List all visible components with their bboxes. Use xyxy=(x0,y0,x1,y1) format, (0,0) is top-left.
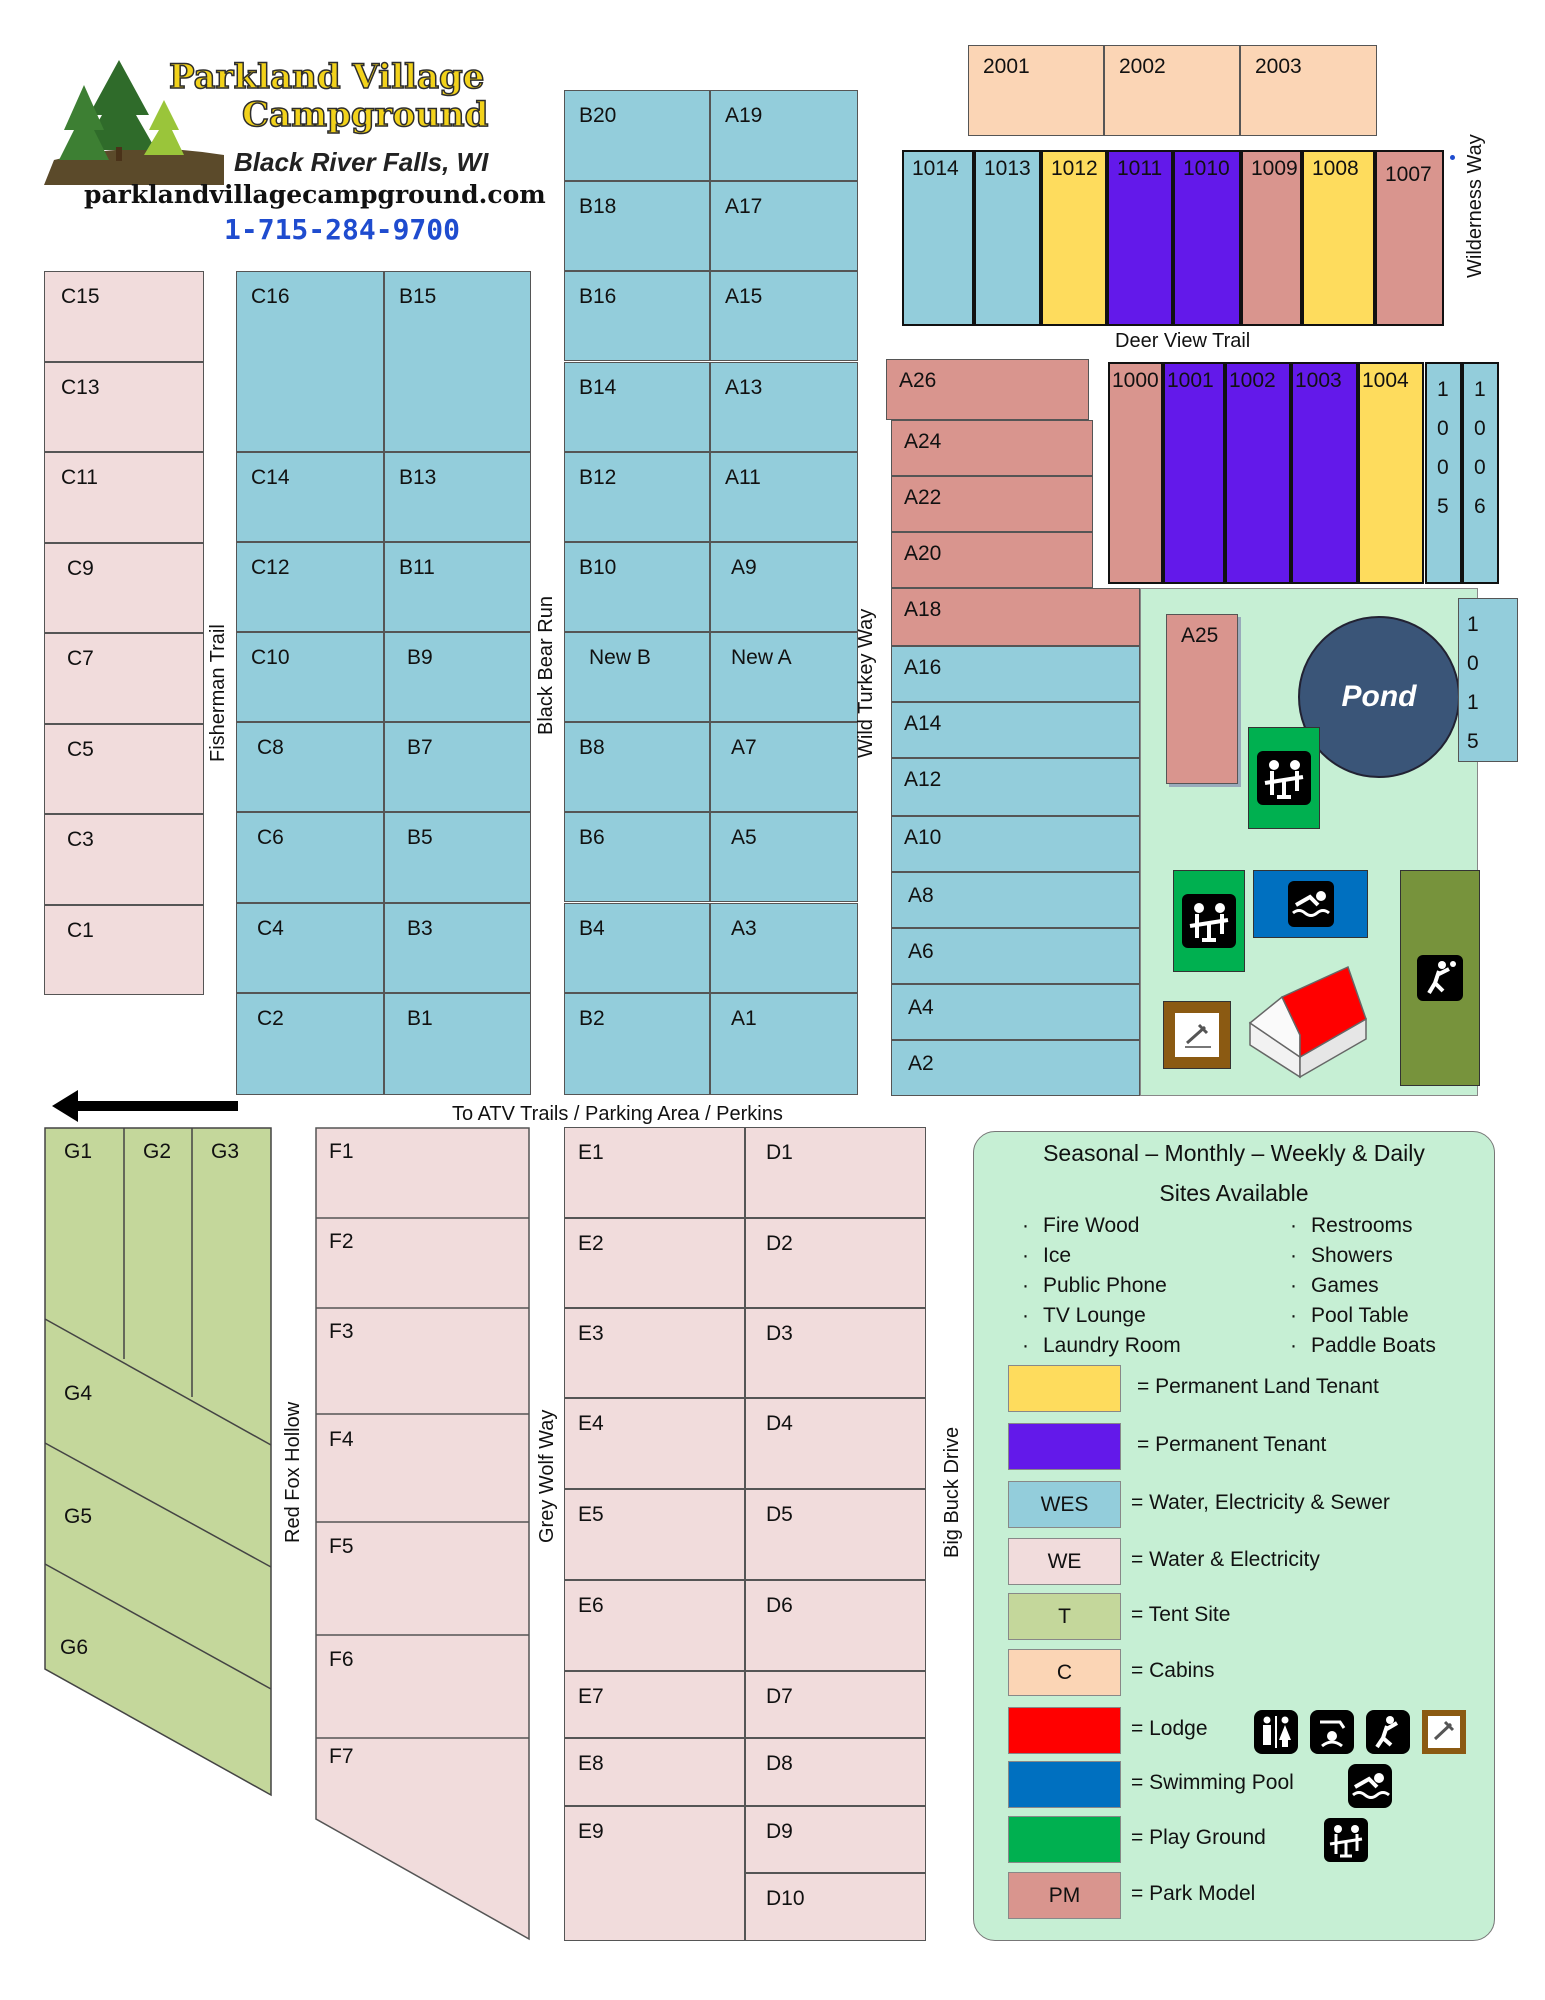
site-b5-label: B5 xyxy=(407,826,433,849)
digit: 1 xyxy=(1437,378,1449,401)
site-a8[interactable] xyxy=(891,872,1140,928)
site-d6[interactable] xyxy=(745,1580,926,1671)
site-a7[interactable] xyxy=(710,722,858,812)
games-area xyxy=(1400,870,1480,1086)
site-a5[interactable] xyxy=(710,812,858,902)
legend-label: = Water & Electricity xyxy=(1131,1548,1320,1571)
site-d2-label: D2 xyxy=(766,1232,793,1255)
campground-phone[interactable]: 1-715-284-9700 xyxy=(224,213,461,246)
site-1004[interactable] xyxy=(1358,362,1424,584)
site-1014-label: 1014 xyxy=(912,157,959,180)
site-e6[interactable] xyxy=(564,1580,745,1671)
road-wild-turkey-way: Wild Turkey Way xyxy=(855,608,877,758)
digit: 1 xyxy=(1467,613,1479,636)
site-a6-label: A6 xyxy=(908,940,934,963)
site-1014[interactable] xyxy=(902,150,974,326)
playground-icon xyxy=(1257,751,1311,805)
site-a22[interactable] xyxy=(891,476,1093,532)
site-1011[interactable] xyxy=(1107,150,1173,326)
site-1005[interactable] xyxy=(1425,362,1462,584)
site-1000[interactable] xyxy=(1108,362,1163,584)
road-grey-wolf-way: Grey Wolf Way xyxy=(536,1409,558,1543)
site-b6[interactable] xyxy=(564,812,710,902)
site-b15-label: B15 xyxy=(399,285,437,308)
road-atv-trails: To ATV Trails / Parking Area / Perkins xyxy=(452,1103,783,1125)
site-d5-label: D5 xyxy=(766,1503,793,1526)
site-b9-label: B9 xyxy=(407,646,433,669)
site-a1-label: A1 xyxy=(731,1007,757,1030)
amenity-item: · Games xyxy=(1290,1274,1379,1298)
site-f5[interactable]: F5 xyxy=(329,1535,354,1558)
site-new-b[interactable] xyxy=(564,632,710,722)
amenity-item: · Ice xyxy=(1022,1244,1071,1268)
site-1007-label: 1007 xyxy=(1385,163,1432,186)
site-b7-label: B7 xyxy=(407,736,433,759)
legend-label: = Cabins xyxy=(1131,1659,1215,1682)
site-a12-label: A12 xyxy=(904,768,942,791)
site-c4-label: C4 xyxy=(257,917,284,940)
digit: 1 xyxy=(1474,378,1486,401)
games-icon xyxy=(1366,1710,1410,1754)
site-b20-label: B20 xyxy=(579,104,617,127)
site-a25[interactable] xyxy=(1166,614,1238,784)
firewood-station xyxy=(1163,1001,1231,1069)
site-a10[interactable] xyxy=(891,816,1140,872)
site-e3-label: E3 xyxy=(578,1322,604,1345)
site-g2[interactable]: G2 xyxy=(143,1140,172,1163)
site-e6-label: E6 xyxy=(578,1594,604,1617)
site-a19[interactable] xyxy=(710,90,858,181)
site-b20[interactable] xyxy=(564,90,710,181)
site-new-b-label: New B xyxy=(589,646,651,669)
site-c3-label: C3 xyxy=(67,828,94,851)
site-e4-label: E4 xyxy=(578,1412,604,1435)
site-c8-label: C8 xyxy=(257,736,284,759)
site-b3-label: B3 xyxy=(407,917,433,940)
pond xyxy=(1298,616,1460,778)
site-c7-label: C7 xyxy=(67,647,94,670)
site-b18-label: B18 xyxy=(579,195,617,218)
site-b13[interactable] xyxy=(384,452,531,542)
site-a7-label: A7 xyxy=(731,736,757,759)
site-g5[interactable]: G5 xyxy=(64,1505,93,1528)
playground-upper xyxy=(1248,727,1320,829)
site-c11-label: C11 xyxy=(61,466,98,489)
site-c12[interactable] xyxy=(236,542,384,632)
site-e2-label: E2 xyxy=(578,1232,604,1255)
campground-city: Black River Falls, WI xyxy=(234,147,489,177)
site-b16-label: B16 xyxy=(579,285,617,308)
site-a14-label: A14 xyxy=(904,712,942,735)
legend-label: = Lodge xyxy=(1131,1717,1208,1740)
site-c6-label: C6 xyxy=(257,826,284,849)
swimming-icon xyxy=(1288,881,1334,927)
legend-swatch xyxy=(1008,1816,1121,1863)
legend-swatch: C xyxy=(1008,1649,1121,1696)
site-b6-label: B6 xyxy=(579,826,605,849)
site-a25-label: A25 xyxy=(1181,624,1219,647)
site-d10[interactable] xyxy=(745,1873,926,1941)
site-c5-label: C5 xyxy=(67,737,94,761)
site-1008[interactable] xyxy=(1302,150,1375,326)
road-fisherman-trail: Fisherman Trail xyxy=(207,624,229,762)
playground-icon xyxy=(1324,1818,1368,1862)
site-1010[interactable] xyxy=(1173,150,1241,326)
site-e8[interactable] xyxy=(564,1738,745,1806)
legend-swatch: WES xyxy=(1008,1481,1121,1528)
direction-arrow-icon xyxy=(52,1088,238,1124)
site-a1[interactable] xyxy=(710,993,858,1095)
site-c2-label: C2 xyxy=(257,1007,284,1030)
site-f1[interactable]: F1 xyxy=(329,1140,354,1163)
site-e4[interactable] xyxy=(564,1398,745,1489)
amenity-item: · Pool Table xyxy=(1290,1304,1409,1328)
site-e3[interactable] xyxy=(564,1308,745,1398)
road-wilderness-way: Wilderness Way xyxy=(1464,134,1486,278)
site-d7-label: D7 xyxy=(766,1685,793,1708)
site-c15[interactable] xyxy=(44,271,204,362)
digit: 1 xyxy=(1467,691,1479,714)
site-a13[interactable] xyxy=(710,362,858,452)
digit: 0 xyxy=(1474,456,1486,479)
site-b13-label: B13 xyxy=(399,466,437,489)
site-a3-label: A3 xyxy=(731,917,757,940)
site-1011-label: 1011 xyxy=(1117,157,1163,180)
site-b11-label: B11 xyxy=(399,556,435,579)
digit: 0 xyxy=(1467,652,1479,675)
site-b12-label: B12 xyxy=(579,466,617,489)
site-d4[interactable] xyxy=(745,1398,926,1489)
site-b10[interactable] xyxy=(564,542,710,632)
site-1009-label: 1009 xyxy=(1251,157,1298,180)
site-f6[interactable]: F6 xyxy=(329,1648,354,1671)
site-c1-label: C1 xyxy=(67,918,94,942)
legend-swatch: PM xyxy=(1008,1872,1121,1919)
legend-label: = Permanent Land Tenant xyxy=(1137,1375,1379,1398)
digit: 0 xyxy=(1437,456,1449,479)
site-e1-label: E1 xyxy=(578,1141,604,1164)
site-a15[interactable] xyxy=(710,271,858,361)
site-2003[interactable] xyxy=(1240,45,1377,136)
site-1003[interactable] xyxy=(1291,362,1358,584)
site-g4[interactable]: G4 xyxy=(64,1382,93,1405)
legend-label: = Play Ground xyxy=(1131,1826,1266,1849)
logo xyxy=(44,55,546,255)
site-c12-label: C12 xyxy=(251,556,290,579)
digit: 0 xyxy=(1437,417,1449,440)
site-a19-label: A19 xyxy=(725,104,763,127)
amenity-item: · Fire Wood xyxy=(1022,1214,1139,1238)
legend-swatch xyxy=(1008,1761,1121,1808)
legend-title-line1: Seasonal – Monthly – Weekly & Daily xyxy=(1043,1140,1425,1166)
legend-swatch xyxy=(1008,1423,1121,1470)
legend-title-line2: Sites Available xyxy=(1159,1180,1309,1206)
site-b14-label: B14 xyxy=(579,376,617,399)
site-a15-label: A15 xyxy=(725,285,763,308)
site-b16[interactable] xyxy=(564,271,710,361)
site-1007[interactable] xyxy=(1375,150,1444,326)
site-1013-label: 1013 xyxy=(984,157,1031,180)
site-2002-label: 2002 xyxy=(1119,55,1166,78)
site-1012[interactable] xyxy=(1041,150,1107,326)
site-d5[interactable] xyxy=(745,1489,926,1580)
site-b11[interactable] xyxy=(384,542,531,632)
site-a14[interactable] xyxy=(891,702,1140,758)
site-a4-label: A4 xyxy=(908,996,934,1019)
site-a3[interactable] xyxy=(710,903,858,993)
site-a20[interactable] xyxy=(891,532,1093,588)
site-b5[interactable] xyxy=(384,812,531,903)
site-1015[interactable] xyxy=(1458,598,1518,762)
site-a17-label: A17 xyxy=(725,195,763,218)
site-c9-label: C9 xyxy=(67,556,94,580)
site-a4[interactable] xyxy=(891,984,1140,1040)
digit: 6 xyxy=(1474,495,1486,518)
site-b14[interactable] xyxy=(564,362,710,452)
site-1010-label: 1010 xyxy=(1183,157,1230,180)
site-c13-label: C13 xyxy=(61,375,100,399)
legend-label: = Tent Site xyxy=(1131,1603,1231,1626)
restroom-icon xyxy=(1254,1710,1298,1754)
site-d2[interactable] xyxy=(745,1218,926,1308)
site-c9[interactable] xyxy=(44,543,204,634)
site-a24-label: A24 xyxy=(904,430,942,453)
site-1001[interactable] xyxy=(1163,362,1225,584)
campground-name-line2: Campground xyxy=(242,95,489,135)
site-b1[interactable] xyxy=(384,993,531,1095)
site-a2-label: A2 xyxy=(908,1052,934,1075)
site-b2-label: B2 xyxy=(579,1007,605,1030)
pond-label: Pond xyxy=(1341,680,1417,713)
road-big-buck-drive: Big Buck Drive xyxy=(941,1426,963,1558)
site-a12[interactable] xyxy=(891,758,1140,816)
site-new-a-label: New A xyxy=(731,646,792,669)
site-1009[interactable] xyxy=(1241,150,1302,326)
firewood-icon xyxy=(1422,1710,1466,1754)
site-c4[interactable] xyxy=(236,903,384,993)
legend-swatch xyxy=(1008,1707,1121,1754)
digit: 5 xyxy=(1467,730,1479,753)
site-b8-label: B8 xyxy=(579,736,605,759)
site-1012-label: 1012 xyxy=(1051,157,1098,180)
site-b2[interactable] xyxy=(564,993,710,1095)
legend-label: = Water, Electricity & Sewer xyxy=(1131,1491,1390,1514)
site-f2[interactable]: F2 xyxy=(329,1230,354,1253)
site-a18[interactable] xyxy=(891,588,1140,646)
site-a9-label: A9 xyxy=(731,556,757,579)
site-e7-label: E7 xyxy=(578,1685,604,1708)
games-icon xyxy=(1417,955,1463,1001)
amenity-item: · Paddle Boats xyxy=(1290,1334,1436,1358)
site-a13-label: A13 xyxy=(725,376,763,399)
digit: 5 xyxy=(1437,495,1449,518)
site-d1-label: D1 xyxy=(766,1141,793,1164)
road-deer-view-trail: Deer View Trail xyxy=(1115,330,1251,352)
site-d10-label: D10 xyxy=(766,1887,805,1910)
site-c15-label: C15 xyxy=(61,285,100,308)
shower-icon xyxy=(1310,1710,1354,1754)
legend-panel xyxy=(973,1131,1495,1941)
site-2001-label: 2001 xyxy=(983,55,1030,78)
site-b12[interactable] xyxy=(564,452,710,542)
site-f7[interactable]: F7 xyxy=(329,1745,354,1768)
site-c13[interactable] xyxy=(44,362,204,453)
site-g3[interactable]: G3 xyxy=(211,1140,240,1163)
site-2003-label: 2003 xyxy=(1255,55,1302,78)
site-a5-label: A5 xyxy=(731,826,757,849)
firewood-icon xyxy=(1175,1013,1219,1057)
site-d1[interactable] xyxy=(745,1127,926,1218)
road-black-bear-run: Black Bear Run xyxy=(535,596,557,735)
site-d3-label: D3 xyxy=(766,1322,793,1345)
site-d6-label: D6 xyxy=(766,1594,793,1617)
site-e8-label: E8 xyxy=(578,1752,604,1775)
site-c1[interactable] xyxy=(44,905,204,996)
lodge-building xyxy=(1248,965,1376,1080)
amenity-item: · Restrooms xyxy=(1290,1214,1413,1238)
site-1006[interactable] xyxy=(1462,362,1499,584)
site-b1-label: B1 xyxy=(407,1007,433,1030)
site-d4-label: D4 xyxy=(766,1412,793,1435)
site-e7[interactable] xyxy=(564,1671,745,1738)
site-1003-label: 1003 xyxy=(1295,369,1342,392)
site-a16-label: A16 xyxy=(904,656,942,679)
site-b10-label: B10 xyxy=(579,556,617,579)
site-e5[interactable] xyxy=(564,1489,745,1580)
site-c11[interactable] xyxy=(44,452,204,543)
amenity-item: · TV Lounge xyxy=(1022,1304,1146,1328)
site-e9[interactable] xyxy=(564,1806,745,1941)
site-1008-label: 1008 xyxy=(1312,157,1359,180)
site-a9[interactable] xyxy=(710,542,858,632)
site-f4[interactable]: F4 xyxy=(329,1428,354,1451)
site-a16[interactable] xyxy=(891,646,1140,702)
site-g6[interactable]: G6 xyxy=(60,1636,89,1659)
site-2002[interactable] xyxy=(1104,45,1240,136)
site-2001[interactable] xyxy=(968,45,1104,136)
site-a20-label: A20 xyxy=(904,542,942,565)
site-c10[interactable] xyxy=(236,632,384,722)
digit: 0 xyxy=(1474,417,1486,440)
site-1001-label: 1001 xyxy=(1167,369,1214,392)
site-a18-label: A18 xyxy=(904,598,942,621)
legend-label: = Permanent Tenant xyxy=(1137,1433,1327,1456)
legend-label: = Park Model xyxy=(1131,1882,1256,1905)
site-a26[interactable] xyxy=(886,359,1089,420)
site-a8-label: A8 xyxy=(908,884,934,907)
site-1002[interactable] xyxy=(1225,362,1291,584)
amenity-item: · Laundry Room xyxy=(1022,1334,1181,1358)
site-c3[interactable] xyxy=(44,814,204,905)
site-b7[interactable] xyxy=(384,722,531,812)
site-new-a[interactable] xyxy=(710,632,858,722)
site-d7[interactable] xyxy=(745,1671,926,1738)
site-b9[interactable] xyxy=(384,632,531,722)
road-red-fox-hollow: Red Fox Hollow xyxy=(282,1401,304,1543)
site-c14[interactable] xyxy=(236,452,384,542)
amenity-item: · Public Phone xyxy=(1022,1274,1167,1298)
playground-icon xyxy=(1182,894,1236,948)
site-c16[interactable] xyxy=(236,271,384,452)
site-b15[interactable] xyxy=(384,271,531,452)
site-a11-label: A11 xyxy=(725,466,761,489)
site-c2[interactable] xyxy=(236,993,384,1095)
site-1004-label: 1004 xyxy=(1362,369,1409,392)
site-c6[interactable] xyxy=(236,812,384,903)
site-c7[interactable] xyxy=(44,633,204,724)
legend-label: = Swimming Pool xyxy=(1131,1771,1294,1794)
site-b18[interactable] xyxy=(564,181,710,271)
site-d8[interactable] xyxy=(745,1738,926,1806)
legend-swatch xyxy=(1008,1365,1121,1412)
swimming-pool xyxy=(1253,870,1368,938)
site-d3[interactable] xyxy=(745,1308,926,1398)
site-c10-label: C10 xyxy=(251,646,290,669)
campground-name-line1: Parkland Village xyxy=(169,57,485,97)
tent-area-g xyxy=(44,1127,274,1797)
site-d8-label: D8 xyxy=(766,1752,793,1775)
site-c16-label: C16 xyxy=(251,285,290,308)
wilderness-dot xyxy=(1450,155,1455,160)
site-b4-label: B4 xyxy=(579,917,605,940)
amenity-item: · Showers xyxy=(1290,1244,1393,1268)
legend-swatch: WE xyxy=(1008,1538,1121,1585)
site-a22-label: A22 xyxy=(904,486,942,509)
site-c14-label: C14 xyxy=(251,466,290,489)
site-1013[interactable] xyxy=(974,150,1041,326)
site-a26-label: A26 xyxy=(899,369,937,392)
site-b3[interactable] xyxy=(384,903,531,993)
site-1002-label: 1002 xyxy=(1229,369,1276,392)
site-a17[interactable] xyxy=(710,181,858,271)
site-d9-label: D9 xyxy=(766,1820,793,1843)
swimming-icon xyxy=(1348,1764,1392,1808)
site-c8[interactable] xyxy=(236,722,384,812)
site-c5[interactable] xyxy=(44,724,204,815)
site-g1[interactable]: G1 xyxy=(64,1140,93,1163)
site-a10-label: A10 xyxy=(904,826,942,849)
site-e5-label: E5 xyxy=(578,1503,604,1526)
site-a2[interactable] xyxy=(891,1040,1140,1096)
site-e1[interactable] xyxy=(564,1127,745,1218)
site-d9[interactable] xyxy=(745,1806,926,1873)
campground-website[interactable]: parklandvillagecampground.com xyxy=(84,180,546,209)
playground-lower xyxy=(1173,870,1245,972)
site-e2[interactable] xyxy=(564,1218,745,1308)
site-b8[interactable] xyxy=(564,722,710,812)
legend-swatch: T xyxy=(1008,1593,1121,1640)
site-a24[interactable] xyxy=(891,420,1093,476)
site-b4[interactable] xyxy=(564,903,710,993)
site-1000-label: 1000 xyxy=(1112,369,1159,392)
site-e9-label: E9 xyxy=(578,1820,604,1843)
site-f3[interactable]: F3 xyxy=(329,1320,354,1343)
site-a11[interactable] xyxy=(710,452,858,542)
site-a6[interactable] xyxy=(891,928,1140,984)
